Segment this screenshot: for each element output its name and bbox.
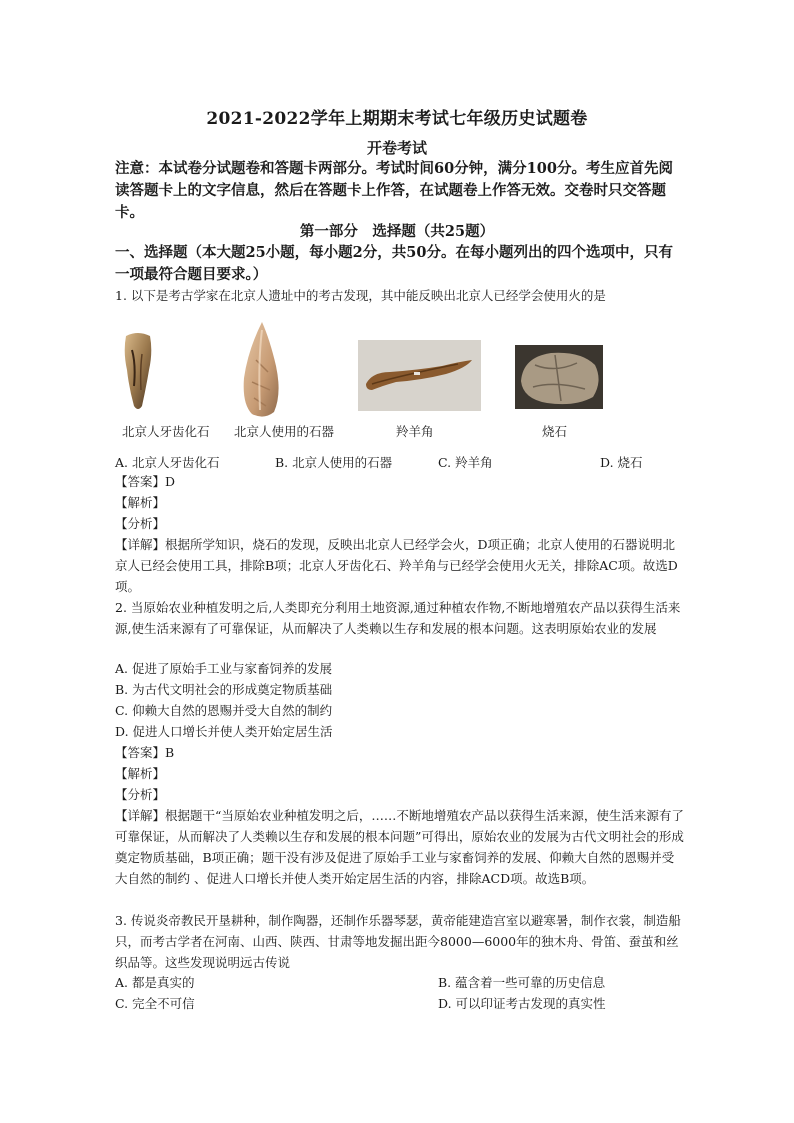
q1-detail: 【详解】根据所学知识，烧石的发现，反映出北京人已经学会火，D项正确；北京人使用的石器说明北京人已经会使用工具，排除B项；北京人牙齿化石、羚羊角与已经学会使用火无关，排除AC项。故选D项。 [115,537,678,594]
q1-answer: 【答案】D [115,474,176,489]
q2-option-c[interactable]: C. 仰赖大自然的恩赐并受大自然的制约 [115,703,333,718]
q2-breakdown-label: 【分析】 [115,787,166,802]
q2-option-b[interactable]: B. 为古代文明社会的形成奠定物质基础 [115,682,333,697]
q3-option-a[interactable]: A. 都是真实的 [115,975,195,990]
caption-tooth-fossil: 北京人牙齿化石 [122,424,210,439]
caption-burnt-stone: 烧石 [542,424,568,439]
stone-tool-icon [240,320,284,420]
q3-option-b[interactable]: B. 蕴含着一些可靠的历史信息 [438,975,606,990]
page-subtitle: 开卷考试 [366,139,427,157]
q2-stem: 2. 当原始农业种植发明之后,人类即充分利用土地资源,通过种植农作物,不断地增殖农产品以获得生活来源,使生活来源有了可靠保证，从而解决了人类赖以生存和发展的根本问题。这表明原始农业的发展 [115,600,681,636]
burnt-stone-icon [515,345,603,409]
exam-notice: 注意：本试卷分试题卷和答题卡两部分。考试时间60分钟，满分100分。考生应首先阅读答题卡上的文字信息，然后在答题卡上作答，在试题卷上作答无效。交卷时只交答题卡。 [115,160,673,221]
q3-option-d[interactable]: D. 可以印证考古发现的真实性 [438,996,606,1011]
q3-option-c[interactable]: C. 完全不可信 [115,996,195,1011]
q1-option-b[interactable]: B. 北京人使用的石器 [275,455,393,470]
caption-stone-tool: 北京人使用的石器 [234,424,335,439]
q1-option-a[interactable]: A. 北京人牙齿化石 [115,455,220,470]
tooth-fossil-icon [120,330,156,412]
q3-stem: 3. 传说炎帝教民开垦耕种，制作陶器，还制作乐器琴瑟，黄帝能建造宫室以避寒暑，制作衣裳，制造船只，而考古学者在河南、山西、陕西、甘肃等地发掘出距今8000—6000年的独木舟、骨笛、蚕茧和丝织品等。这些发现说明远古传说 [115,913,681,970]
q1-option-c[interactable]: C. 羚羊角 [438,455,493,470]
antelope-horn-icon [358,340,481,411]
q1-breakdown-label: 【分析】 [115,516,166,531]
section-title: 第一部分 选择题（共25题） [299,223,495,240]
q2-option-d[interactable]: D. 促进人口增长并使人类开始定居生活 [115,724,333,739]
q2-detail: 【详解】根据题干“当原始农业种植发明之后，……不断地增殖农产品以获得生活来源，使生活来源有了可靠保证，从而解决了人类赖以生存和发展的根本问题”可得出，原始农业的发展为古代文明社会的形成奠定物质基础，B项正确；题干没有涉及促进了原始手工业与家畜饲养的发展、仰赖大自然的恩赐并受大自然的制约 、促进人口增长并使人类开始定居生活的内容，排除ACD项。故选B项。 [115,808,684,886]
section-instructions: 一、选择题（本大题25小题，每小题2分，共50分。在每小题列出的四个选项中，只有一项最符合题目要求。） [115,244,673,283]
q2-answer: 【答案】B [115,745,175,760]
q1-stem: 1. 以下是考古学家在北京人遗址中的考古发现，其中能反映出北京人已经学会使用火的是 [115,288,606,303]
caption-antelope-horn: 羚羊角 [396,424,434,439]
q2-analysis-label: 【解析】 [115,766,166,781]
q1-analysis-label: 【解析】 [115,495,166,510]
q2-option-a[interactable]: A. 促进了原始手工业与家畜饲养的发展 [115,661,332,676]
q1-option-d[interactable]: D. 烧石 [600,455,643,470]
page-title: 2021-2022学年上期期末考试七年级历史试题卷 [206,109,588,129]
